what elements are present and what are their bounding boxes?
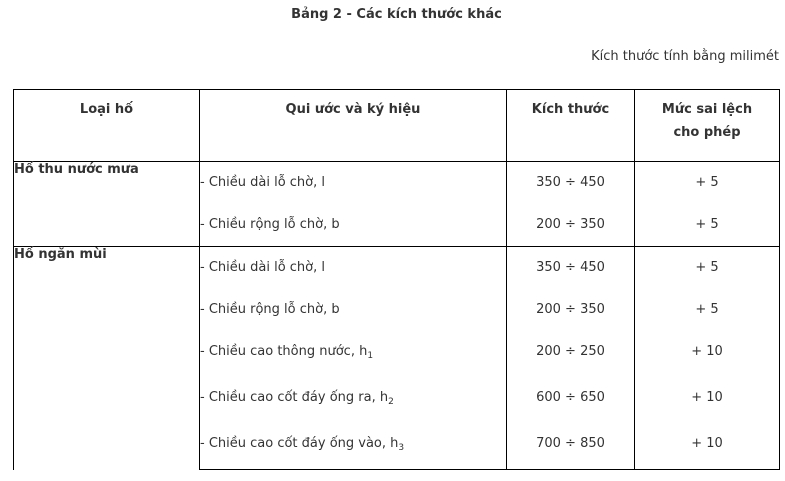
cell-spec-text: - Chiều rộng lỗ chờ, b: [200, 302, 340, 317]
header-size: Kích thước: [507, 90, 635, 162]
cell-spec-text: - Chiều cao thông nước, h: [200, 344, 368, 359]
cell-spec-text: - Chiều dài lỗ chờ, l: [200, 260, 325, 275]
cell-tolerance: + 5: [635, 247, 780, 290]
cell-spec: [200, 247, 507, 290]
cell-spec-subscript: 3: [398, 443, 405, 453]
cell-tolerance: + 5: [635, 162, 780, 205]
unit-note: Kích thước tính bằng milimét: [591, 49, 779, 64]
cell-spec: [200, 204, 507, 247]
cell-tolerance: + 10: [635, 423, 780, 470]
dimensions-table: [13, 89, 780, 470]
cell-size: 600 ÷ 650: [507, 377, 635, 423]
cell-tolerance: + 5: [635, 204, 780, 247]
cell-tolerance: + 10: [635, 377, 780, 423]
table-row: [14, 247, 780, 290]
header-row: [14, 90, 780, 162]
cell-spec: [200, 162, 507, 205]
cell-spec-text: - Chiều cao cốt đáy ống vào, h: [200, 436, 399, 451]
cell-size: 200 ÷ 350: [507, 204, 635, 247]
cell-size: 350 ÷ 450: [507, 162, 635, 205]
cell-spec-text: - Chiều dài lỗ chờ, l: [200, 175, 325, 190]
header-spec: Qui ước và ký hiệu: [200, 90, 507, 162]
table-title: Bảng 2 - Các kích thước khác: [291, 7, 502, 22]
cell-tolerance: + 10: [635, 331, 780, 377]
header-tolerance-label: Mức sai lệch cho phép: [661, 102, 753, 140]
cell-spec-subscript: 2: [388, 397, 394, 407]
cell-type: Hố thu nước mưa: [14, 162, 200, 247]
cell-type: Hố ngăn mùi: [14, 247, 200, 470]
cell-size: 350 ÷ 450: [507, 247, 635, 290]
cell-tolerance: + 5: [635, 289, 780, 331]
cell-size: 200 ÷ 250: [507, 331, 635, 377]
cell-size: 700 ÷ 850: [507, 423, 635, 470]
cell-spec: [200, 377, 507, 423]
cell-size: 200 ÷ 350: [507, 289, 635, 331]
cell-spec-text: - Chiều cao cốt đáy ống ra, h: [200, 390, 389, 405]
cell-spec: [200, 289, 507, 331]
cell-spec-text: - Chiều rộng lỗ chờ, b: [200, 217, 340, 232]
cell-spec-subscript: 1: [367, 351, 374, 361]
table-row: [14, 162, 780, 205]
header-type: Loại hố: [14, 90, 200, 162]
cell-spec: [200, 423, 507, 470]
header-tolerance: [635, 90, 780, 162]
cell-spec: [200, 331, 507, 377]
